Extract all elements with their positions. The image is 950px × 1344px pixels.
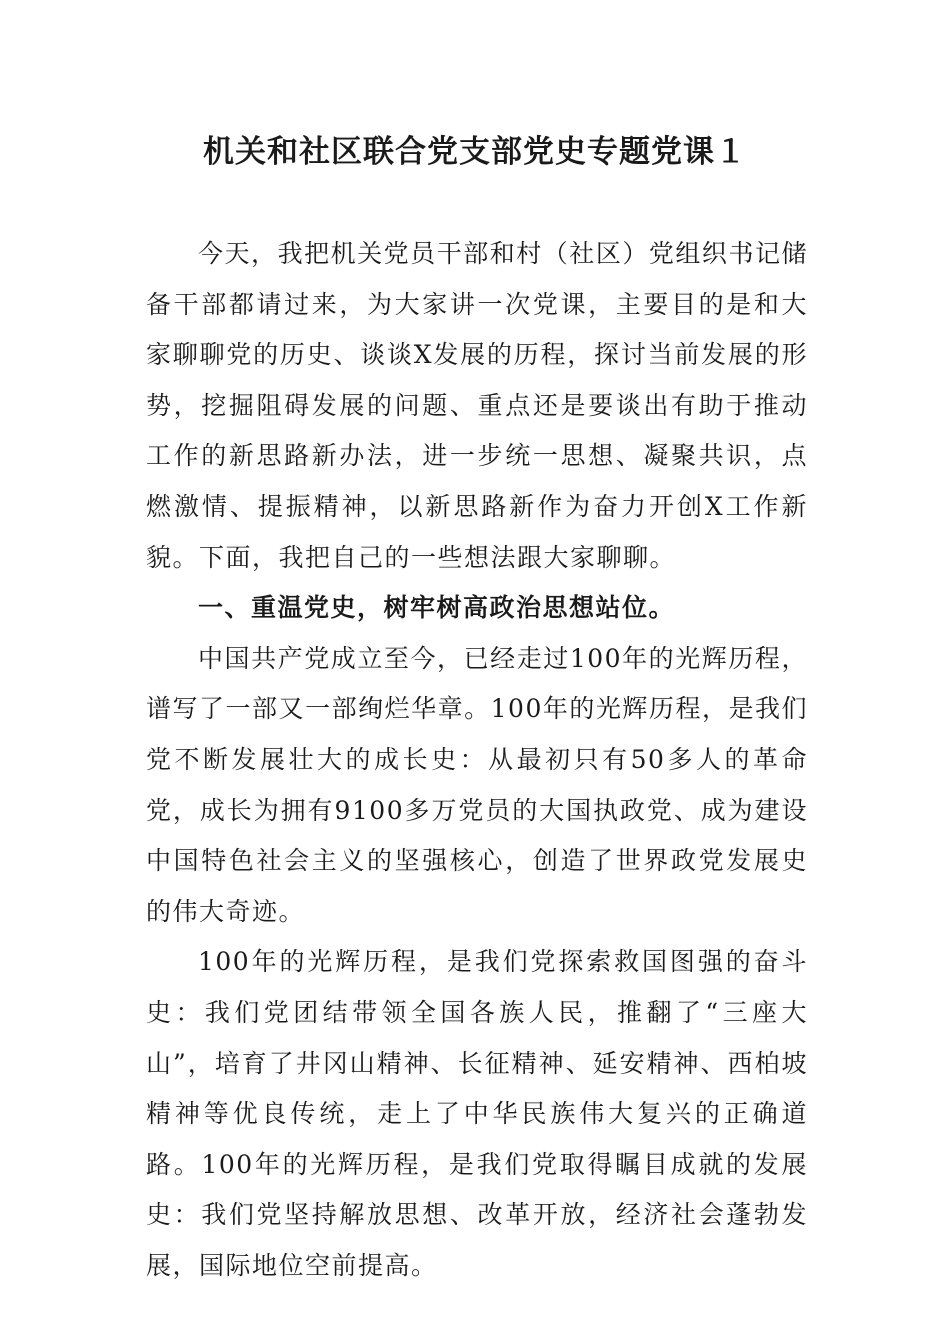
paragraph-history-struggle: 100年的光辉历程，是我们党探索救国图强的奋斗史：我们党团结带领全国各族人民，推翻了“三座大山”，培育了井冈山精神、长征精神、延安精神、西柏坡精神等优良传统，走上了中华民族伟大复兴的正确道路。100年的光辉历程，是我们党取得瞩目成就的发展史：我们党坚持解放思想、改革开放，经济社会蓬勃发展，国际地位空前提高。 <box>146 947 808 1280</box>
paragraph-history-growth: 中国共产党成立至今，已经走过100年的光辉历程，谱写了一部又一部绚烂华章。100年的光辉历程，是我们党不断发展壮大的成长史：从最初只有50多人的革命党，成长为拥有9100多万党员的大国执政党、成为建设中国特色社会主义的坚强核心，创造了世界政党发展史的伟大奇迹。 <box>146 643 808 926</box>
paragraph-intro: 今天，我把机关党员干部和村（社区）党组织书记储备干部都请过来，为大家讲一次党课，主要目的是和大家聊聊党的历史、谈谈X发展的历程，探讨当前发展的形势，挖掘阻碍发展的问题、重点还是要谈出有助于推动工作的新思路新办法，进一步统一思想、凝聚共识，点燃激情、提振精神，以新思路新作为奋力开创X工作新貌。下面，我把自己的一些想法跟大家聊聊。 <box>146 239 808 572</box>
section-heading-1: 一、重温党史，树牢树高政治思想站位。 <box>198 593 676 623</box>
document-body <box>146 229 808 1291</box>
document-title: 机关和社区联合党支部党史专题党课１ <box>203 134 747 170</box>
